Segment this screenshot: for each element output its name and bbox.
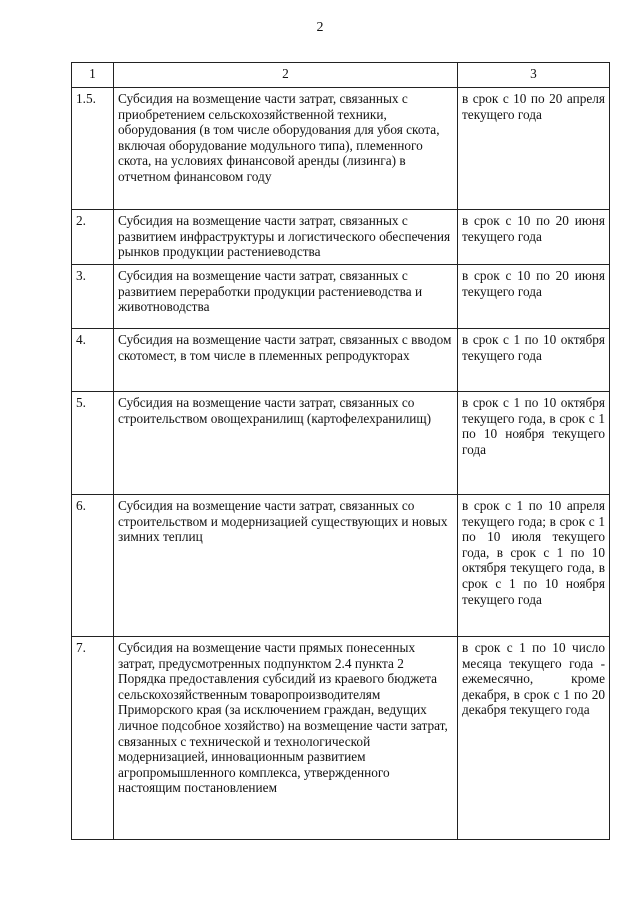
table-row — [72, 495, 610, 637]
row-description: Субсидия на возмещение части прямых понесенных затрат, предусмотренных подпунктом 2.4 пункта 2 Порядка предоставления субсидий из краевого бюджета сельскохозяйственным товаропроизводителям Приморского края (за исключением граждан, ведущих личное подсобное хозяйство) на возмещение части затрат, связанных с технической и технологической модернизацией, инновационным развитием агропромышленного комплекса, утвержденного настоящим постановлением — [114, 637, 458, 840]
table-row — [72, 210, 610, 265]
row-number: 3. — [72, 265, 114, 329]
subsidy-schedule-table — [71, 62, 610, 840]
row-term: в срок с 10 по 20 июня текущего года — [458, 265, 610, 329]
row-term: в срок с 10 по 20 июня текущего года — [458, 210, 610, 265]
column-header-2: 2 — [114, 63, 458, 88]
row-term: в срок с 10 по 20 апреля текущего года — [458, 88, 610, 210]
table-header-row — [72, 63, 610, 88]
column-header-3: 3 — [458, 63, 610, 88]
table-row — [72, 88, 610, 210]
row-description: Субсидия на возмещение части затрат, связанных с развитием инфраструктуры и логистического обеспечения рынков продукции растениеводства — [114, 210, 458, 265]
row-number: 6. — [72, 495, 114, 637]
row-number: 7. — [72, 637, 114, 840]
row-description: Субсидия на возмещение части затрат, связанных с развитием переработки продукции растениеводства и животноводства — [114, 265, 458, 329]
row-number: 4. — [72, 329, 114, 392]
table-row — [72, 265, 610, 329]
row-description: Субсидия на возмещение части затрат, связанных со строительством и модернизацией существующих и новых зимних теплиц — [114, 495, 458, 637]
table-row — [72, 392, 610, 495]
row-number: 1.5. — [72, 88, 114, 210]
row-term: в срок с 1 по 10 число месяца текущего года - ежемесячно, кроме декабря, в срок с 1 по 20 декабря текущего года — [458, 637, 610, 840]
row-description: Субсидия на возмещение части затрат, связанных с вводом скотомест, в том числе в племенных репродукторах — [114, 329, 458, 392]
row-number: 2. — [72, 210, 114, 265]
row-number: 5. — [72, 392, 114, 495]
row-term: в срок с 1 по 10 апреля текущего года; в срок с 1 по 10 июля текущего года, в срок с 1 по 10 октября текущего года, в срок с 1 по 10 ноября текущего года — [458, 495, 610, 637]
page-number: 2 — [316, 20, 324, 35]
table-row — [72, 637, 610, 840]
row-description: Субсидия на возмещение части затрат, связанных с приобретением сельскохозяйственной техники, оборудования (в том числе оборудования для убоя скота, включая оборудование модульного типа), племенного скота, на условиях финансовой аренды (лизинга) в отчетном финансовом году — [114, 88, 458, 210]
row-description: Субсидия на возмещение части затрат, связанных со строительством овощехранилищ (картофелехранилищ) — [114, 392, 458, 495]
column-header-1: 1 — [72, 63, 114, 88]
row-term: в срок с 1 по 10 октября текущего года, в срок с 1 по 10 ноября текущего года — [458, 392, 610, 495]
table-row — [72, 329, 610, 392]
row-term: в срок с 1 по 10 октября текущего года — [458, 329, 610, 392]
